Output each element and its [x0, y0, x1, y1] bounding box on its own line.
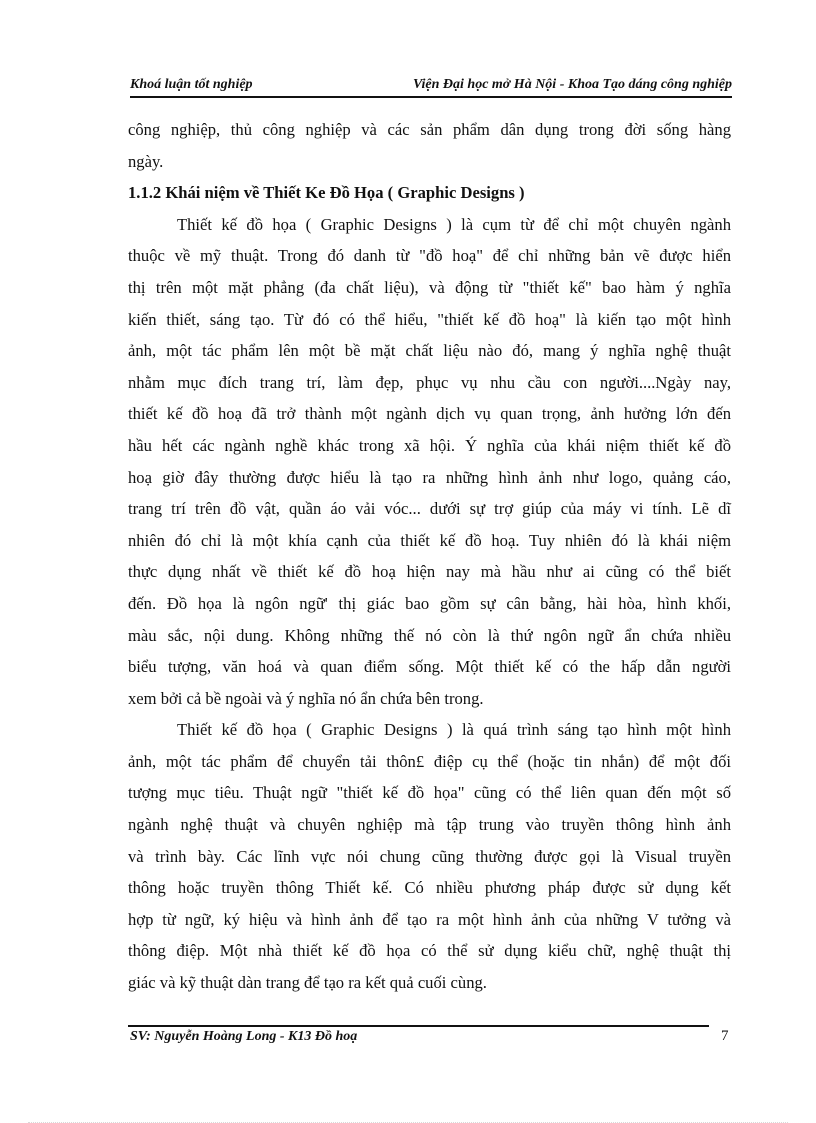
text-line: thuộc về mỹ thuật. Trong đó danh từ "đồ hoạ" để chỉ những bản vẽ được hiển: [128, 246, 731, 266]
body-paragraph: [128, 714, 731, 998]
text-line: ảnh, một tác phẩm để chuyển tải thôn£ điệp cụ thể (hoặc tin nhắn) để một đối: [128, 751, 731, 771]
text-line: nhằm mục đích trang trí, làm đẹp, phục vụ nhu cầu con người....Ngày nay,: [128, 372, 731, 392]
section-heading: 1.1.2 Khái niệm về Thiết Ke Đồ Họa ( Graphic Designs ): [128, 183, 525, 203]
text-line: trang trí trên đồ vật, quần áo vải vóc... dưới sự trợ giúp của máy vi tính. Lẽ dĩ: [128, 499, 731, 519]
text-line: hầu hết các ngành nghề khác trong xã hội. Ý nghĩa của khái niệm thiết kế đồ: [128, 435, 731, 455]
text-line: nhiên đó chỉ là một khía cạnh của thiết kế đồ hoạ. Tuy nhiên đó là khái niệm: [128, 530, 731, 550]
text-line: thông điệp. Một nhà thiết kế đồ họa có thể sử dụng kiểu chữ, nghệ thuật thị: [128, 941, 731, 961]
text-line: biểu tượng, văn hoá và quan điểm sống. Một thiết kế có the hấp dẫn người: [128, 657, 731, 677]
text-line: kiến thiết, sáng tạo. Từ đó có thể hiểu, "thiết kế đồ hoạ" là kiến tạo một hình: [128, 309, 731, 329]
text-line: màu sắc, nội dung. Không những thế nó còn là thứ ngôn ngữ ẩn chứa nhiều: [128, 625, 731, 645]
header-institution: Viện Đại học mở Hà Nội - Khoa Tạo dáng công nghiệp: [412, 77, 732, 92]
intro-paragraph: [128, 114, 731, 177]
text-line: thiết kế đồ hoạ đã trở thành một ngành dịch vụ quan trọng, ảnh hưởng lớn đến: [128, 404, 731, 424]
text-line: giác và kỹ thuật dàn trang để tạo ra kết quả cuối cùng.: [128, 973, 487, 993]
text-line: hoạ giờ đây thường được hiểu là tạo ra những hình ảnh như logo, quảng cáo,: [128, 467, 731, 487]
text-line: thông hoặc truyền thông Thiết kế. Có nhiều phương pháp được sử dụng kết: [128, 878, 731, 898]
page-number: 7: [721, 1028, 729, 1044]
footer-divider: [128, 1025, 709, 1027]
page-body: [128, 114, 731, 999]
text-line: thị trên một mặt phẳng (đa chất liệu), và động từ "thiết kế" bao hàm ý nghĩa: [128, 277, 731, 297]
text-line: Thiết kế đồ họa ( Graphic Designs ) là cụm từ để chỉ một chuyên ngành: [177, 214, 731, 234]
text-line: ngày.: [128, 151, 164, 171]
text-line: thực dụng nhất về thiết kế đồ hoạ hiện nay mà hầu như ai cũng có thể biết: [128, 562, 731, 582]
header-thesis-label: Khoá luận tốt nghiệp: [130, 77, 253, 92]
text-line: đến. Đồ họa là ngôn ngữ' thị giác bao gồm sự cân bằng, hài hòa, hình khối,: [128, 593, 731, 613]
text-line: hợp từ ngữ, ký hiệu và hình ảnh để tạo ra một hình ảnh của những V tưởng và: [128, 909, 731, 929]
running-header: [130, 76, 732, 98]
text-line: Thiết kế đồ họa ( Graphic Designs ) là quá trình sáng tạo hình một hình: [177, 720, 731, 740]
footer-student-name: SV: Nguyễn Hoàng Long - K13 Đồ hoạ: [130, 1029, 358, 1044]
text-line: công nghiệp, thủ công nghiệp và các sản phẩm dân dụng trong đời sống hàng: [128, 120, 731, 139]
text-line: xem bởi cả bề ngoài và ý nghĩa nó ẩn chứa bên trong.: [128, 688, 484, 708]
text-line: tượng mục tiêu. Thuật ngữ "thiết kế đồ họa" cũng có thể liên quan đến một số: [128, 783, 731, 803]
text-line: ảnh, một tác phẩm lên một bề mặt chất liệu nào đó, mang ý nghĩa nghệ thuật: [128, 341, 731, 361]
text-line: và trình bày. Các lĩnh vực nói chung cũng thường được gọi là Visual truyền: [128, 846, 731, 866]
body-paragraph: [128, 209, 731, 715]
text-line: ngành nghệ thuật và chuyên nghiệp mà tập trung vào truyền thông hình ảnh: [128, 815, 731, 835]
